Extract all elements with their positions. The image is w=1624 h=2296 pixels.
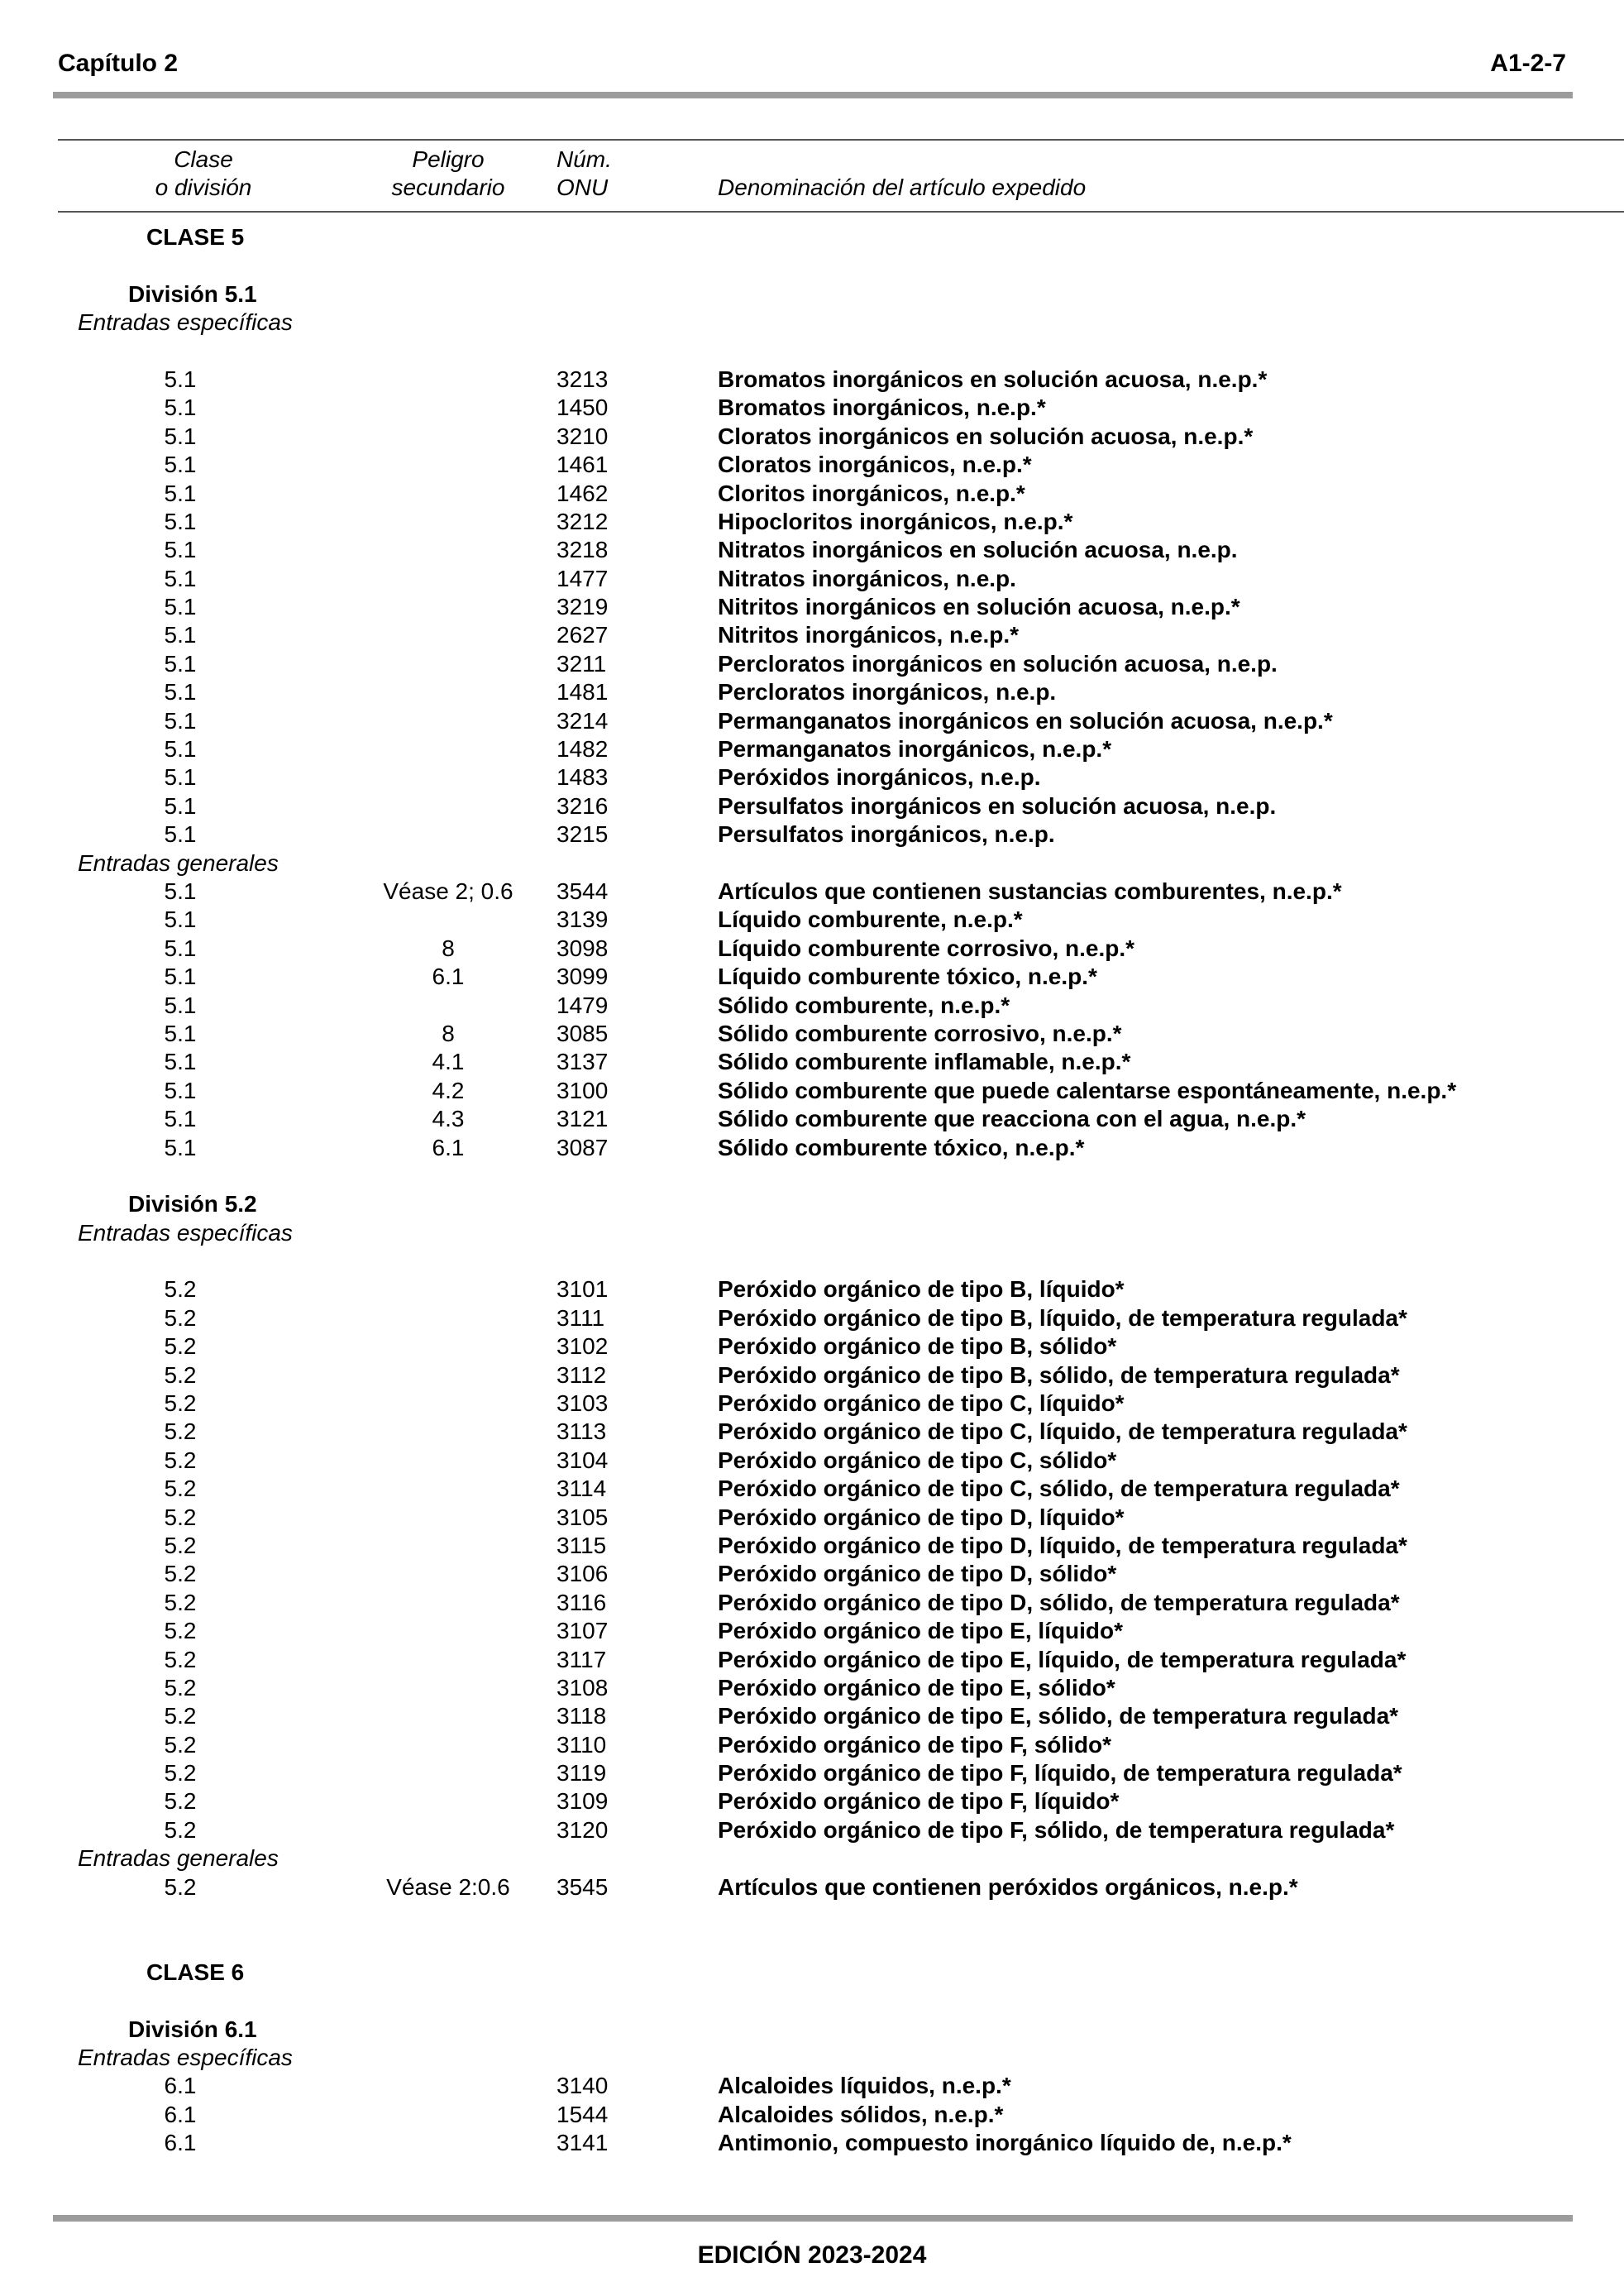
cell-denominacion: Bromatos inorgánicos, n.e.p.* <box>718 395 1046 421</box>
cell-num-onu: 3102 <box>556 1333 609 1360</box>
cell-clase: 5.2 <box>164 1532 197 1558</box>
division-heading: División 5.1 <box>128 280 257 307</box>
division-heading: División 5.2 <box>128 1191 257 1217</box>
cell-denominacion: Peróxido orgánico de tipo F, líquido, de temperatura regulada* <box>718 1760 1402 1787</box>
cell-clase: 5.1 <box>164 622 197 648</box>
class-heading: CLASE 5 <box>146 224 245 250</box>
cell-num-onu: 3116 <box>556 1589 607 1615</box>
cell-num-onu: 3106 <box>556 1561 609 1587</box>
cell-denominacion: Permanganatos inorgánicos, n.e.p.* <box>718 736 1112 763</box>
division-heading-row <box>0 2016 1624 2044</box>
column-header-num-onu <box>556 146 612 202</box>
table-row <box>0 963 1624 991</box>
table-row <box>0 2129 1624 2157</box>
column-header-denominacion: Denominación del artículo expedido <box>718 175 1087 200</box>
cell-num-onu: 3114 <box>556 1476 607 1502</box>
table-row <box>0 1390 1624 1418</box>
cell-peligro-secundario: 6.1 <box>432 964 465 990</box>
cell-denominacion: Peróxido orgánico de tipo D, líquido, de temperatura regulada* <box>718 1532 1407 1558</box>
table-row <box>0 1731 1624 1759</box>
cell-denominacion: Peróxido orgánico de tipo E, líquido* <box>718 1618 1124 1644</box>
page-reference: A1-2-7 <box>1490 50 1566 77</box>
subsection-heading: Entradas generales <box>78 1845 279 1872</box>
cell-clase: 5.2 <box>164 1703 197 1729</box>
subsection-heading: Entradas específicas <box>78 2045 293 2070</box>
table-row <box>0 508 1624 536</box>
cell-peligro-secundario: 4.3 <box>432 1106 465 1132</box>
table-row <box>0 1532 1624 1560</box>
table-row <box>0 2101 1624 2129</box>
subsection-heading: Entradas generales <box>78 849 279 876</box>
cell-num-onu: 1482 <box>556 736 609 763</box>
column-header-peligro <box>357 146 539 202</box>
cell-clase: 6.1 <box>164 2073 197 2099</box>
cell-num-onu: 3210 <box>556 423 609 449</box>
spacer-row <box>0 251 1624 280</box>
cell-num-onu: 3119 <box>556 1760 607 1787</box>
table-row <box>0 593 1624 621</box>
column-header-peligro-line2: secundario <box>391 175 505 200</box>
cell-clase: 5.1 <box>164 736 197 763</box>
cell-clase: 5.1 <box>164 821 197 848</box>
table-row <box>0 1304 1624 1332</box>
cell-clase: 5.2 <box>164 1674 197 1700</box>
cell-peligro-secundario: 4.1 <box>432 1049 465 1075</box>
cell-num-onu: 3137 <box>556 1049 609 1075</box>
table-row <box>0 820 1624 849</box>
cell-clase: 5.1 <box>164 480 197 506</box>
table-row <box>0 565 1624 593</box>
cell-clase: 5.2 <box>164 1504 197 1530</box>
cell-denominacion: Cloritos inorgánicos, n.e.p.* <box>718 480 1025 506</box>
table-row <box>0 1475 1624 1503</box>
cell-clase: 5.1 <box>164 423 197 449</box>
cell-clase: 5.2 <box>164 1418 197 1445</box>
cell-clase: 5.1 <box>164 964 197 990</box>
cell-clase: 6.1 <box>164 2130 197 2156</box>
table-row <box>0 1589 1624 1617</box>
cell-clase: 5.2 <box>164 1618 197 1644</box>
cell-denominacion: Permanganatos inorgánicos en solución acuosa, n.e.p.* <box>718 707 1333 734</box>
cell-denominacion: Sólido comburente inflamable, n.e.p.* <box>718 1049 1131 1075</box>
edition-footer: EDICIÓN 2023-2024 <box>697 2241 927 2269</box>
table-row <box>0 678 1624 706</box>
cell-clase: 5.2 <box>164 1333 197 1360</box>
cell-denominacion: Peróxido orgánico de tipo D, sólido* <box>718 1561 1117 1587</box>
cell-clase: 5.1 <box>164 1049 197 1075</box>
table-row <box>0 451 1624 479</box>
cell-clase: 5.1 <box>164 1020 197 1046</box>
cell-denominacion: Peróxido orgánico de tipo E, sólido* <box>718 1674 1115 1700</box>
cell-denominacion: Líquido comburente tóxico, n.e.p.* <box>718 964 1097 990</box>
cell-denominacion: Peróxido orgánico de tipo C, sólido* <box>718 1447 1117 1473</box>
cell-num-onu: 3117 <box>556 1646 607 1672</box>
cell-denominacion: Peróxido orgánico de tipo E, líquido, de temperatura regulada* <box>718 1646 1407 1672</box>
cell-clase: 5.1 <box>164 565 197 591</box>
cell-num-onu: 3110 <box>556 1731 607 1758</box>
cell-clase: 5.2 <box>164 1476 197 1502</box>
cell-num-onu: 3215 <box>556 821 609 848</box>
cell-num-onu: 3112 <box>556 1361 607 1388</box>
cell-num-onu: 1450 <box>556 395 609 421</box>
entries-table <box>0 223 1624 2158</box>
cell-denominacion: Peróxido orgánico de tipo B, líquido* <box>718 1276 1125 1303</box>
cell-peligro-secundario: 6.1 <box>432 1134 465 1160</box>
cell-num-onu: 3121 <box>556 1106 609 1132</box>
cell-denominacion: Líquido comburente corrosivo, n.e.p.* <box>718 935 1135 961</box>
cell-denominacion: Persulfatos inorgánicos en solución acuosa, n.e.p. <box>718 792 1277 819</box>
cell-clase: 5.2 <box>164 1361 197 1388</box>
cell-denominacion: Cloratos inorgánicos, n.e.p.* <box>718 452 1032 478</box>
cell-num-onu: 3099 <box>556 964 609 990</box>
cell-num-onu: 1477 <box>556 565 609 591</box>
table-row <box>0 2072 1624 2100</box>
table-row <box>0 1646 1624 1674</box>
cell-clase: 5.1 <box>164 452 197 478</box>
cell-clase: 5.2 <box>164 1816 197 1843</box>
table-row <box>0 992 1624 1020</box>
table-row <box>0 906 1624 934</box>
cell-denominacion: Sólido comburente que puede calentarse espontáneamente, n.e.p.* <box>718 1077 1457 1103</box>
cell-denominacion: Peróxidos inorgánicos, n.e.p. <box>718 764 1041 791</box>
cell-clase: 5.1 <box>164 935 197 961</box>
cell-denominacion: Peróxido orgánico de tipo F, sólido* <box>718 1731 1112 1758</box>
spacer-row <box>0 1901 1624 1930</box>
cell-denominacion: Persulfatos inorgánicos, n.e.p. <box>718 821 1055 848</box>
cell-num-onu: 3105 <box>556 1504 609 1530</box>
column-header-clase-line2: o división <box>155 175 252 200</box>
column-header-num-line1: Núm. <box>556 146 612 172</box>
cell-clase: 5.2 <box>164 1447 197 1473</box>
cell-num-onu: 3100 <box>556 1077 609 1103</box>
subsection-heading-row <box>0 1844 1624 1873</box>
table-row <box>0 935 1624 963</box>
table-row <box>0 1048 1624 1076</box>
cell-denominacion: Antimonio, compuesto inorgánico líquido de, n.e.p.* <box>718 2130 1292 2156</box>
table-row <box>0 1759 1624 1787</box>
cell-clase: 5.2 <box>164 1304 197 1331</box>
cell-clase: 6.1 <box>164 2101 197 2127</box>
column-header-clase <box>124 146 283 202</box>
cell-denominacion: Cloratos inorgánicos en solución acuosa, n.e.p.* <box>718 423 1254 449</box>
spacer-row <box>0 1987 1624 2015</box>
table-row <box>0 1077 1624 1105</box>
table-row <box>0 1617 1624 1645</box>
cell-denominacion: Peróxido orgánico de tipo F, sólido, de temperatura regulada* <box>718 1816 1395 1843</box>
cell-clase: 5.2 <box>164 1646 197 1672</box>
cell-clase: 5.1 <box>164 906 197 933</box>
table-row <box>0 1332 1624 1361</box>
cell-denominacion: Sólido comburente tóxico, n.e.p.* <box>718 1134 1085 1160</box>
table-row <box>0 1020 1624 1048</box>
cell-num-onu: 1479 <box>556 992 609 1018</box>
chapter-title: Capítulo 2 <box>58 50 179 77</box>
cell-clase: 5.1 <box>164 366 197 392</box>
cell-denominacion: Hipocloritos inorgánicos, n.e.p.* <box>718 508 1073 534</box>
cell-clase: 5.1 <box>164 679 197 706</box>
cell-peligro-secundario: Véase 2; 0.6 <box>383 878 513 904</box>
cell-clase: 5.1 <box>164 707 197 734</box>
table-row <box>0 1560 1624 1588</box>
column-header-clase-line1: Clase <box>174 146 233 172</box>
cell-denominacion: Peróxido orgánico de tipo B, sólido, de temperatura regulada* <box>718 1361 1400 1388</box>
cell-clase: 5.1 <box>164 992 197 1018</box>
cell-num-onu: 3212 <box>556 508 609 534</box>
cell-denominacion: Alcaloides líquidos, n.e.p.* <box>718 2073 1011 2099</box>
table-row <box>0 1105 1624 1133</box>
cell-clase: 5.1 <box>164 395 197 421</box>
cell-num-onu: 3545 <box>556 1873 609 1900</box>
cell-num-onu: 3113 <box>556 1418 607 1445</box>
cell-peligro-secundario: Véase 2:0.6 <box>386 1873 510 1900</box>
cell-clase: 5.1 <box>164 1106 197 1132</box>
class-heading: CLASE 6 <box>146 1959 245 1985</box>
footer-rule <box>53 2215 1573 2222</box>
class-heading-row <box>0 223 1624 251</box>
cell-denominacion: Peróxido orgánico de tipo E, sólido, de temperatura regulada* <box>718 1703 1399 1729</box>
cell-num-onu: 3139 <box>556 906 609 933</box>
table-row <box>0 1275 1624 1303</box>
cell-denominacion: Alcaloides sólidos, n.e.p.* <box>718 2101 1004 2127</box>
cell-num-onu: 3101 <box>556 1276 609 1303</box>
cell-clase: 5.2 <box>164 1873 197 1900</box>
cell-clase: 5.1 <box>164 764 197 791</box>
cell-clase: 5.2 <box>164 1276 197 1303</box>
cell-num-onu: 3098 <box>556 935 609 961</box>
cell-clase: 5.1 <box>164 1134 197 1160</box>
cell-clase: 5.1 <box>164 1077 197 1103</box>
cell-num-onu: 3140 <box>556 2073 609 2099</box>
cell-clase: 5.1 <box>164 792 197 819</box>
cell-clase: 5.2 <box>164 1589 197 1615</box>
cell-denominacion: Nitritos inorgánicos, n.e.p.* <box>718 622 1020 648</box>
cell-peligro-secundario: 8 <box>442 1020 455 1046</box>
column-header-peligro-line1: Peligro <box>412 146 485 172</box>
cell-num-onu: 3107 <box>556 1618 609 1644</box>
cell-denominacion: Peróxido orgánico de tipo C, sólido, de temperatura regulada* <box>718 1476 1400 1502</box>
cell-num-onu: 3103 <box>556 1390 609 1417</box>
cell-num-onu: 1544 <box>556 2101 609 2127</box>
subsection-heading-row <box>0 1219 1624 1247</box>
cell-clase: 5.2 <box>164 1788 197 1815</box>
table-row <box>0 1787 1624 1815</box>
cell-peligro-secundario: 4.2 <box>432 1077 465 1103</box>
cell-num-onu: 1481 <box>556 679 609 706</box>
table-row <box>0 1702 1624 1730</box>
class-heading-row <box>0 1959 1624 1987</box>
cell-num-onu: 3087 <box>556 1134 609 1160</box>
table-row <box>0 536 1624 564</box>
spacer-row <box>0 1930 1624 1958</box>
cell-denominacion: Bromatos inorgánicos en solución acuosa, n.e.p.* <box>718 366 1268 392</box>
subsection-heading-row <box>0 309 1624 337</box>
cell-denominacion: Percloratos inorgánicos en solución acuosa, n.e.p. <box>718 650 1278 677</box>
cell-num-onu: 3104 <box>556 1447 609 1473</box>
subsection-heading: Entradas específicas <box>78 1219 293 1246</box>
cell-num-onu: 3214 <box>556 707 609 734</box>
cell-num-onu: 3213 <box>556 366 609 392</box>
cell-denominacion: Sólido comburente que reacciona con el agua, n.e.p.* <box>718 1106 1306 1132</box>
cell-peligro-secundario: 8 <box>442 935 455 961</box>
cell-clase: 5.1 <box>164 594 197 620</box>
table-row <box>0 735 1624 763</box>
cell-num-onu: 3111 <box>556 1304 605 1331</box>
cell-clase: 5.2 <box>164 1390 197 1417</box>
cell-num-onu: 3219 <box>556 594 609 620</box>
table-row <box>0 621 1624 649</box>
table-row <box>0 366 1624 394</box>
header-rule <box>53 92 1573 98</box>
cell-num-onu: 3544 <box>556 878 609 904</box>
cell-clase: 5.1 <box>164 537 197 563</box>
cell-num-onu: 1461 <box>556 452 609 478</box>
table-row <box>0 423 1624 451</box>
cell-num-onu: 3216 <box>556 792 609 819</box>
cell-num-onu: 3120 <box>556 1816 609 1843</box>
table-row <box>0 394 1624 422</box>
table-row <box>0 878 1624 906</box>
cell-clase: 5.2 <box>164 1760 197 1787</box>
table-row <box>0 792 1624 820</box>
cell-clase: 5.2 <box>164 1561 197 1587</box>
cell-denominacion: Líquido comburente, n.e.p.* <box>718 906 1023 933</box>
cell-num-onu: 3109 <box>556 1788 609 1815</box>
cell-num-onu: 3115 <box>556 1532 607 1558</box>
spacer-row <box>0 337 1624 366</box>
cell-denominacion: Peróxido orgánico de tipo D, sólido, de temperatura regulada* <box>718 1589 1400 1615</box>
table-row <box>0 1361 1624 1390</box>
cell-clase: 5.1 <box>164 650 197 677</box>
subsection-heading-row <box>0 849 1624 878</box>
cell-num-onu: 1462 <box>556 480 609 506</box>
cell-denominacion: Artículos que contienen sustancias comburentes, n.e.p.* <box>718 878 1342 904</box>
spacer-row <box>0 1162 1624 1190</box>
cell-denominacion: Peróxido orgánico de tipo D, líquido* <box>718 1504 1125 1530</box>
cell-denominacion: Nitratos inorgánicos, n.e.p. <box>718 565 1016 591</box>
division-heading-row <box>0 280 1624 309</box>
table-row <box>0 1674 1624 1702</box>
cell-num-onu: 3085 <box>556 1020 609 1046</box>
table-header-bottom-rule <box>58 211 1624 213</box>
cell-denominacion: Sólido comburente corrosivo, n.e.p.* <box>718 1020 1122 1046</box>
cell-num-onu: 3118 <box>556 1703 607 1729</box>
cell-num-onu: 2627 <box>556 622 609 648</box>
cell-num-onu: 3211 <box>556 650 607 677</box>
cell-num-onu: 1483 <box>556 764 609 791</box>
division-heading-row <box>0 1190 1624 1218</box>
table-row <box>0 650 1624 678</box>
cell-clase: 5.1 <box>164 508 197 534</box>
division-heading: División 6.1 <box>128 2016 257 2042</box>
cell-denominacion: Artículos que contienen peróxidos orgánicos, n.e.p.* <box>718 1873 1298 1900</box>
cell-denominacion: Nitratos inorgánicos en solución acuosa, n.e.p. <box>718 537 1238 563</box>
cell-denominacion: Peróxido orgánico de tipo C, líquido, de temperatura regulada* <box>718 1418 1407 1445</box>
cell-num-onu: 3218 <box>556 537 609 563</box>
cell-num-onu: 3141 <box>556 2130 609 2156</box>
table-row <box>0 763 1624 792</box>
column-header-num-line2: ONU <box>556 175 609 200</box>
table-row <box>0 1447 1624 1475</box>
cell-denominacion: Nitritos inorgánicos en solución acuosa, n.e.p.* <box>718 594 1240 620</box>
cell-num-onu: 3108 <box>556 1674 609 1700</box>
table-row <box>0 707 1624 735</box>
table-row <box>0 1134 1624 1162</box>
table-row <box>0 1418 1624 1446</box>
table-row <box>0 1816 1624 1844</box>
cell-denominacion: Sólido comburente, n.e.p.* <box>718 992 1010 1018</box>
table-row <box>0 1873 1624 1901</box>
cell-denominacion: Percloratos inorgánicos, n.e.p. <box>718 679 1057 706</box>
table-header-top-rule <box>58 139 1624 141</box>
table-row <box>0 1504 1624 1532</box>
subsection-heading: Entradas específicas <box>78 309 293 336</box>
cell-clase: 5.1 <box>164 878 197 904</box>
spacer-row <box>0 1247 1624 1275</box>
table-row <box>0 480 1624 508</box>
cell-denominacion: Peróxido orgánico de tipo F, líquido* <box>718 1788 1120 1815</box>
cell-denominacion: Peróxido orgánico de tipo B, sólido* <box>718 1333 1117 1360</box>
cell-clase: 5.2 <box>164 1731 197 1758</box>
cell-denominacion: Peróxido orgánico de tipo C, líquido* <box>718 1390 1125 1417</box>
cell-denominacion: Peróxido orgánico de tipo B, líquido, de temperatura regulada* <box>718 1304 1407 1331</box>
subsection-heading-row <box>0 2044 1624 2072</box>
